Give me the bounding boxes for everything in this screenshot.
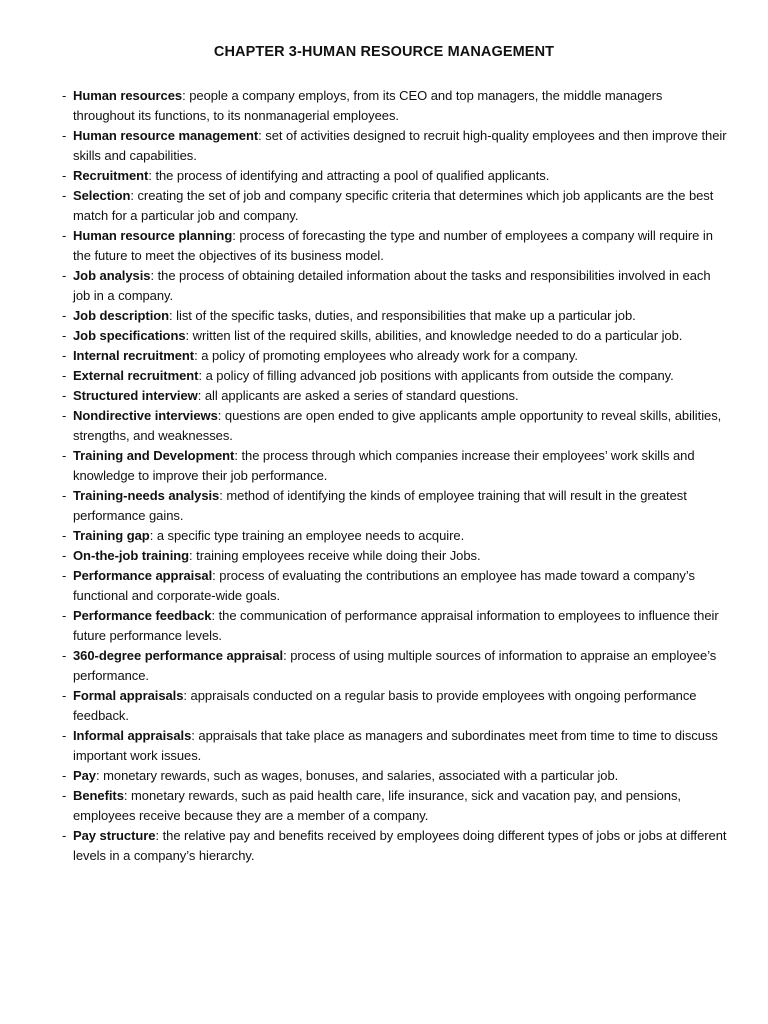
term-separator: : (198, 368, 202, 383)
glossary-term: Job description (73, 308, 170, 323)
glossary-definition: process of using multiple sources of information to appraise an employee’s performance. (73, 648, 717, 683)
glossary-term: Structured interview (73, 388, 198, 403)
glossary-definition: monetary rewards, such as paid health care, life insurance, sick and vacation pay, and pensions, employees receive because they are a member of a company. (73, 788, 681, 823)
glossary-entry (62, 126, 727, 166)
bullet-dash: - (62, 348, 67, 363)
glossary-term: Informal appraisals (73, 728, 192, 743)
term-separator: : (232, 228, 236, 243)
glossary-entry (62, 266, 727, 306)
glossary-entry (62, 566, 727, 606)
glossary-definition: the process of obtaining detailed information about the tasks and responsibilities involved in each job in a company. (73, 268, 711, 303)
glossary-definition: people a company employs, from its CEO and top managers, the middle managers throughout its functions, to its nonmanagerial employees. (73, 88, 663, 123)
term-separator: : (283, 648, 287, 663)
glossary-entry (62, 646, 727, 686)
bullet-dash: - (62, 728, 67, 743)
glossary-term: Training and Development (73, 448, 235, 463)
glossary-definition: process of evaluating the contributions an employee has made toward a company’s functional and corporate-wide goals. (73, 568, 695, 603)
term-separator: : (150, 268, 155, 283)
term-separator: : (183, 688, 187, 703)
glossary-definition: a policy of promoting employees who already work for a company. (201, 348, 578, 363)
glossary-term: 360-degree performance appraisal (73, 648, 284, 663)
bullet-dash: - (62, 368, 67, 383)
glossary-term: Job specifications (73, 328, 186, 343)
glossary-entry (62, 86, 727, 126)
term-separator: : (258, 128, 262, 143)
glossary-entry (62, 546, 727, 566)
term-separator: : (169, 308, 173, 323)
glossary-definition: questions are open ended to give applicants ample opportunity to reveal skills, abilities, strengths, and weaknesses. (73, 408, 722, 443)
glossary-definition: appraisals that take place as managers and subordinates meet from time to time to discuss important work issues. (73, 728, 718, 763)
glossary-term: Performance feedback (73, 608, 212, 623)
glossary-term: Pay structure (73, 828, 156, 843)
bullet-dash: - (62, 88, 67, 103)
glossary-term: On-the-job training (73, 548, 190, 563)
glossary-definition: the relative pay and benefits received by employees doing different types of jobs or jobs at different levels in a company’s hierarchy. (73, 828, 727, 863)
glossary-definition: the process of identifying and attracting a pool of qualified applicants. (155, 168, 550, 183)
term-separator: : (219, 488, 223, 503)
term-separator: : (217, 408, 222, 423)
bullet-dash: - (62, 608, 67, 623)
glossary-entry (62, 786, 727, 826)
glossary-entry (62, 166, 727, 186)
term-separator: : (148, 168, 152, 183)
glossary-definition: process of forecasting the type and number of employees a company will require in the future to meet the objectives of its business model. (73, 228, 713, 263)
bullet-dash: - (62, 128, 67, 143)
glossary-definition: the communication of performance appraisal information to employees to influence their future performance levels. (73, 608, 719, 643)
glossary-definition: a policy of filling advanced job positions with applicants from outside the company. (205, 368, 674, 383)
glossary-term: Human resource planning (73, 228, 233, 243)
glossary-definition: all applicants are asked a series of standard questions. (204, 388, 519, 403)
glossary-term: Job analysis (73, 268, 151, 283)
glossary-term: Human resources (73, 88, 183, 103)
term-separator: : (189, 548, 193, 563)
bullet-dash: - (62, 228, 67, 243)
term-separator: : (155, 828, 160, 843)
bullet-dash: - (62, 768, 67, 783)
glossary-definition: list of the specific tasks, duties, and responsibilities that make up a particular job. (176, 308, 636, 323)
bullet-dash: - (62, 488, 67, 503)
term-separator: : (191, 728, 195, 743)
glossary-term: Selection (73, 188, 131, 203)
glossary-term: External recruitment (73, 368, 199, 383)
glossary-term: Internal recruitment (73, 348, 195, 363)
term-separator: : (194, 348, 198, 363)
bullet-dash: - (62, 648, 67, 663)
glossary-list (62, 86, 727, 866)
glossary-term: Training gap (73, 528, 150, 543)
glossary-definition: the process through which companies increase their employees’ work skills and knowledge to improve their job performance. (73, 448, 695, 483)
glossary-definition: training employees receive while doing their Jobs. (196, 548, 481, 563)
bullet-dash: - (62, 568, 67, 583)
glossary-definition: monetary rewards, such as wages, bonuses, and salaries, associated with a particular job. (103, 768, 619, 783)
glossary-entry (62, 366, 727, 386)
glossary-entry (62, 726, 727, 766)
term-separator: : (123, 788, 128, 803)
glossary-entry (62, 826, 727, 866)
glossary-entry (62, 526, 727, 546)
glossary-entry (62, 406, 727, 446)
glossary-term: Pay (73, 768, 96, 783)
bullet-dash: - (62, 188, 67, 203)
glossary-term: Nondirective interviews (73, 408, 218, 423)
term-separator: : (234, 448, 238, 463)
bullet-dash: - (62, 408, 67, 423)
bullet-dash: - (62, 688, 67, 703)
glossary-entry (62, 386, 727, 406)
page-title: CHAPTER 3-HUMAN RESOURCE MANAGEMENT (213, 44, 555, 60)
glossary-definition: a specific type training an employee needs to acquire. (156, 528, 465, 543)
term-separator: : (185, 328, 190, 343)
glossary-entry (62, 606, 727, 646)
bullet-dash: - (62, 308, 67, 323)
bullet-dash: - (62, 788, 67, 803)
glossary-entry (62, 326, 727, 346)
bullet-dash: - (62, 388, 67, 403)
glossary-term: Performance appraisal (73, 568, 213, 583)
glossary-entry (62, 446, 727, 486)
term-separator: : (182, 88, 186, 103)
glossary-term: Formal appraisals (73, 688, 184, 703)
glossary-term: Training-needs analysis (73, 488, 220, 503)
glossary-entry (62, 486, 727, 526)
term-separator: : (212, 568, 216, 583)
glossary-definition: written list of the required skills, abilities, and knowledge needed to do a particular job. (192, 328, 683, 343)
bullet-dash: - (62, 168, 67, 183)
glossary-entry (62, 766, 727, 786)
glossary-entry (62, 226, 727, 266)
glossary-definition: creating the set of job and company specific criteria that determines which job applicants are the best match for a particular job and company. (73, 188, 714, 223)
bullet-dash: - (62, 828, 67, 843)
term-separator: : (149, 528, 154, 543)
bullet-dash: - (62, 528, 67, 543)
term-separator: : (95, 768, 100, 783)
glossary-definition: appraisals conducted on a regular basis to provide employees with ongoing performance feedback. (73, 688, 697, 723)
bullet-dash: - (62, 268, 67, 283)
bullet-dash: - (62, 328, 67, 343)
glossary-term: Benefits (73, 788, 124, 803)
term-separator: : (211, 608, 216, 623)
glossary-entry (62, 686, 727, 726)
glossary-term: Human resource management (73, 128, 259, 143)
glossary-entry (62, 186, 727, 226)
term-separator: : (130, 188, 134, 203)
bullet-dash: - (62, 548, 67, 563)
glossary-definition: set of activities designed to recruit high-quality employees and then improve their skills and capabilities. (73, 128, 727, 163)
bullet-dash: - (62, 448, 67, 463)
glossary-entry (62, 346, 727, 366)
term-separator: : (197, 388, 202, 403)
glossary-entry (62, 306, 727, 326)
glossary-definition: method of identifying the kinds of employee training that will result in the greatest performance gains. (73, 488, 687, 523)
glossary-term: Recruitment (73, 168, 149, 183)
